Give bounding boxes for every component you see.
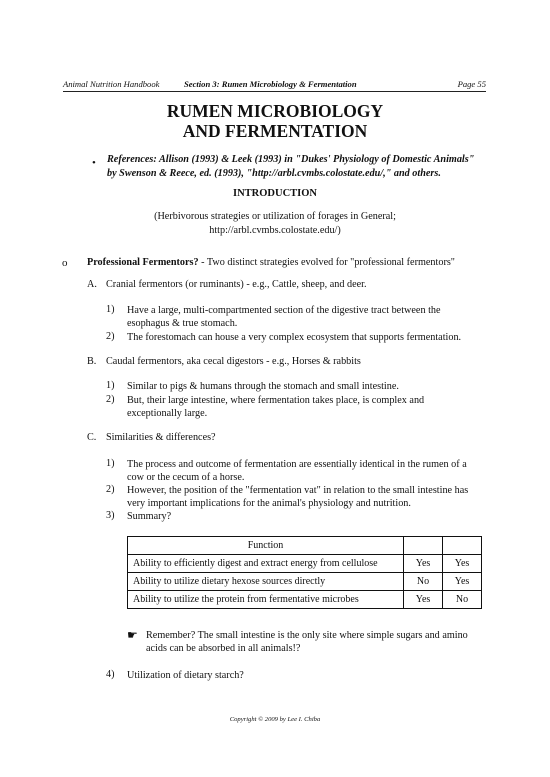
herbivorous-line-2: http://arbl.cvmbs.colostate.edu/): [209, 225, 341, 236]
table-cell-ruminant: No: [404, 573, 443, 591]
section-c-text: Similarities & differences?: [106, 432, 216, 443]
herbivorous-line-1: (Herbivorous strategies or utilization of forages in General;: [154, 211, 396, 222]
professional-fermentors: [87, 257, 455, 268]
list-item: [127, 304, 492, 330]
table-cell-cecal: No: [443, 591, 482, 609]
list-number: 2): [106, 394, 115, 405]
pointing-hand-icon: ☛: [127, 628, 138, 642]
list-number: 4): [106, 669, 115, 680]
remember-note: [146, 629, 491, 655]
section-c-letter: C.: [87, 432, 97, 443]
professional-fermentors-heading: Professional Fermentors?: [87, 257, 199, 268]
list-item-line: Have a large, multi-compartmented section of the digestive tract between the: [127, 305, 441, 316]
list-item: Summary?: [127, 511, 172, 522]
list-item: [127, 458, 492, 484]
list-number: 1): [106, 458, 115, 469]
list-number: 3): [106, 510, 115, 521]
list-item: Similar to pigs & humans through the stomach and small intestine.: [127, 381, 399, 392]
section-a-text: Cranial fermentors (or ruminants) - e.g., Cattle, sheep, and deer.: [106, 279, 367, 290]
references-line-1: References: Allison (1993) & Leek (1993) in "Dukes' Physiology of Domestic Animals": [107, 154, 475, 165]
header-book-title: Animal Nutrition Handbook: [63, 79, 160, 89]
introduction-heading: INTRODUCTION: [232, 188, 317, 199]
list-item: The forestomach can house a very complex ecosystem that supports fermentation.: [127, 332, 462, 343]
list-number: 2): [106, 484, 115, 495]
header-section-title: Section 3: Rumen Microbiology & Fermentation: [184, 79, 357, 89]
list-item-line: However, the position of the "fermentation vat" in relation to the small intestine has: [127, 485, 469, 496]
table-row: [128, 555, 482, 573]
table-header-cell: [404, 537, 443, 555]
table-cell-cecal: Yes: [443, 573, 482, 591]
table-cell-label: Ability to utilize dietary hexose sources directly: [128, 573, 404, 591]
table-cell-label: Ability to utilize the protein from fermentative microbes: [128, 591, 404, 609]
list-item-line: very important implications for the animal's physiology and nutrition.: [127, 498, 411, 509]
table-header-cell: [443, 537, 482, 555]
copyright-footer: Copyright © 2009 by Lee I. Chiba: [229, 716, 321, 723]
list-item: Utilization of dietary starch?: [127, 670, 244, 681]
table-header-function: Function: [128, 537, 404, 555]
table-cell-ruminant: Yes: [404, 555, 443, 573]
page-title-line-2: AND FERMENTATION: [182, 121, 368, 141]
page-title-line-1: RUMEN MICROBIOLOGY: [166, 101, 384, 121]
bullet-icon: •: [92, 157, 96, 169]
list-item-line: esophagus & true stomach.: [127, 318, 238, 329]
header-rule: [63, 91, 486, 92]
list-item-line: But, their large intestine, where fermentation takes place, is complex and: [127, 395, 425, 406]
professional-fermentors-text: - Two distinct strategies evolved for "professional fermentors": [198, 257, 455, 268]
list-item-line: The process and outcome of fermentation are essentially identical in the rumen of a: [127, 459, 467, 470]
list-item-line: exceptionally large.: [127, 408, 208, 419]
references: [107, 153, 492, 181]
section-b-letter: B.: [87, 356, 97, 367]
table-header-row: [128, 537, 482, 555]
herbivorous-note: [0, 210, 550, 238]
function-table: [127, 536, 482, 609]
remember-line-1: Remember? The small intestine is the only site where simple sugars and amino: [146, 630, 468, 641]
table-row: [128, 591, 482, 609]
table-cell-ruminant: Yes: [404, 591, 443, 609]
list-item-line: cow or the cecum of a horse.: [127, 472, 245, 483]
list-number: 2): [106, 331, 115, 342]
outline-marker: o: [62, 257, 68, 269]
list-number: 1): [106, 304, 115, 315]
table-cell-label: Ability to efficiently digest and extract energy from cellulose: [128, 555, 404, 573]
table-row: [128, 573, 482, 591]
section-b-text: Caudal fermentors, aka cecal digestors - e.g., Horses & rabbits: [106, 356, 361, 367]
remember-line-2: acids can be absorbed in all animals!?: [146, 643, 301, 654]
list-number: 1): [106, 380, 115, 391]
list-item: [127, 394, 492, 420]
section-a-letter: A.: [87, 279, 97, 290]
table-cell-cecal: Yes: [443, 555, 482, 573]
list-item: [127, 484, 492, 510]
header-page-number: Page 55: [457, 79, 486, 89]
references-line-2: by Swenson & Reece, ed. (1993), "http://arbl.cvmbs.colostate.edu/," and others.: [107, 168, 441, 179]
